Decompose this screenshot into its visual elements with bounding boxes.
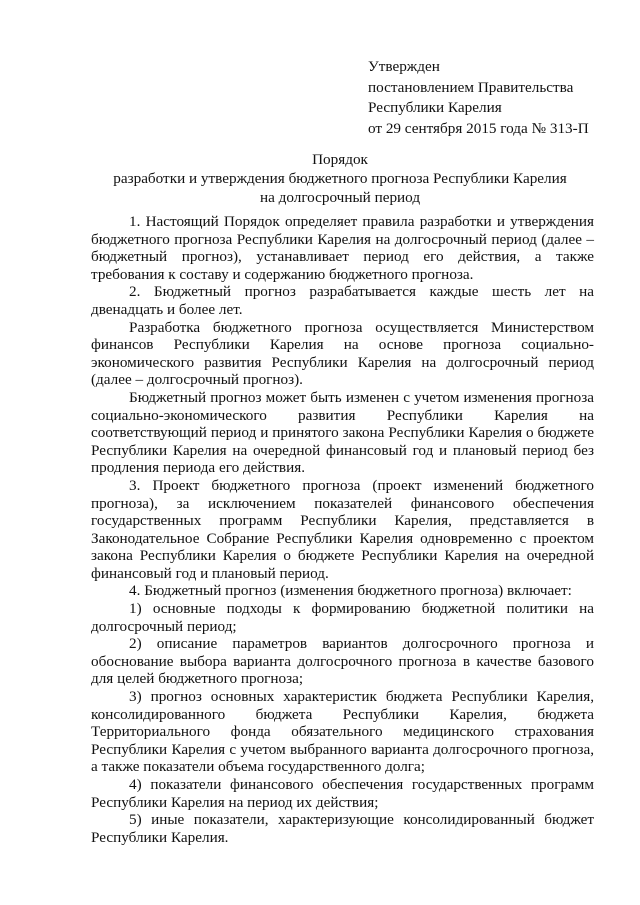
paragraph-4: Бюджетный прогноз может быть изменен с учетом изменения прогноза социально-экономического развития Республики Карелия на соответствующий период и принятого закона Республики Карелия о бюджете Республики Карелия на очередной финансовый год и плановый период без продления периода его действия. [91,388,594,477]
approval-line-resolution: постановлением Правительства [368,78,574,96]
list-item-1: 1) основные подходы к формированию бюджетной политики на долгосрочный период; [91,600,594,635]
approval-line-approved: Утвержден [368,58,440,75]
paragraph-6: 4. Бюджетный прогноз (изменения бюджетного прогноза) включает: [129,582,572,600]
paragraph-5: 3. Проект бюджетного прогноза (проект изменений бюджетного прогноза), за исключением показателей финансового обеспечения государственных программ Республики Карелия, представляется в Законодательное Собрание Республики Карелия одновременно с проектом закона Республики Карелия о бюджете Республики Карелия на очередной финансовый год и плановый период. [91,476,594,582]
document-title [60,150,620,207]
title-line-order: Порядок [312,151,368,168]
list-item-5: 5) иные показатели, характеризующие консолидированный бюджет Республики Карелия. [91,811,594,846]
paragraph-2: 2. Бюджетный прогноз разрабатывается каждые шесть лет на двенадцать и более лет. [91,283,594,318]
paragraph-1: 1. Настоящий Порядок определяет правила разработки и утверждения бюджетного прогноза Республики Карелия на долгосрочный период (далее – бюджетный прогноз), устанавливает период его действия, а также требования к составу и содержанию бюджетного прогноза. [91,213,594,283]
list-item-4: 4) показатели финансового обеспечения государственных программ Республики Карелия на период их действия; [91,776,594,811]
title-line-period: на долгосрочный период [259,189,421,206]
paragraph-3: Разработка бюджетного прогноза осуществляется Министерством финансов Республики Карелия на основе прогноза социально-экономического развития Республики Карелия на долгосрочный период (далее – долгосрочный прогноз). [91,318,594,389]
document-body [91,213,594,846]
approval-line-republic: Республики Карелия [368,99,502,116]
title-line-subject: разработки и утверждения бюджетного прогноза Республики Карелия [113,170,567,187]
approval-stamp [368,57,589,139]
list-item-2: 2) описание параметров вариантов долгосрочного прогноза и обоснование выбора варианта долгосрочного прогноза в качестве базового для целей бюджетного прогноза; [91,635,594,688]
approval-line-date: от 29 сентября 2015 года № 313-П [368,119,589,137]
list-item-3: 3) прогноз основных характеристик бюджета Республики Карелия, консолидированного бюджета Республики Карелия, бюджета Территориального фонда обязательного медицинского страхования Республики Карелия с учетом выбранного варианта долгосрочного прогноза, а также показатели объема государственного долга; [91,688,594,776]
